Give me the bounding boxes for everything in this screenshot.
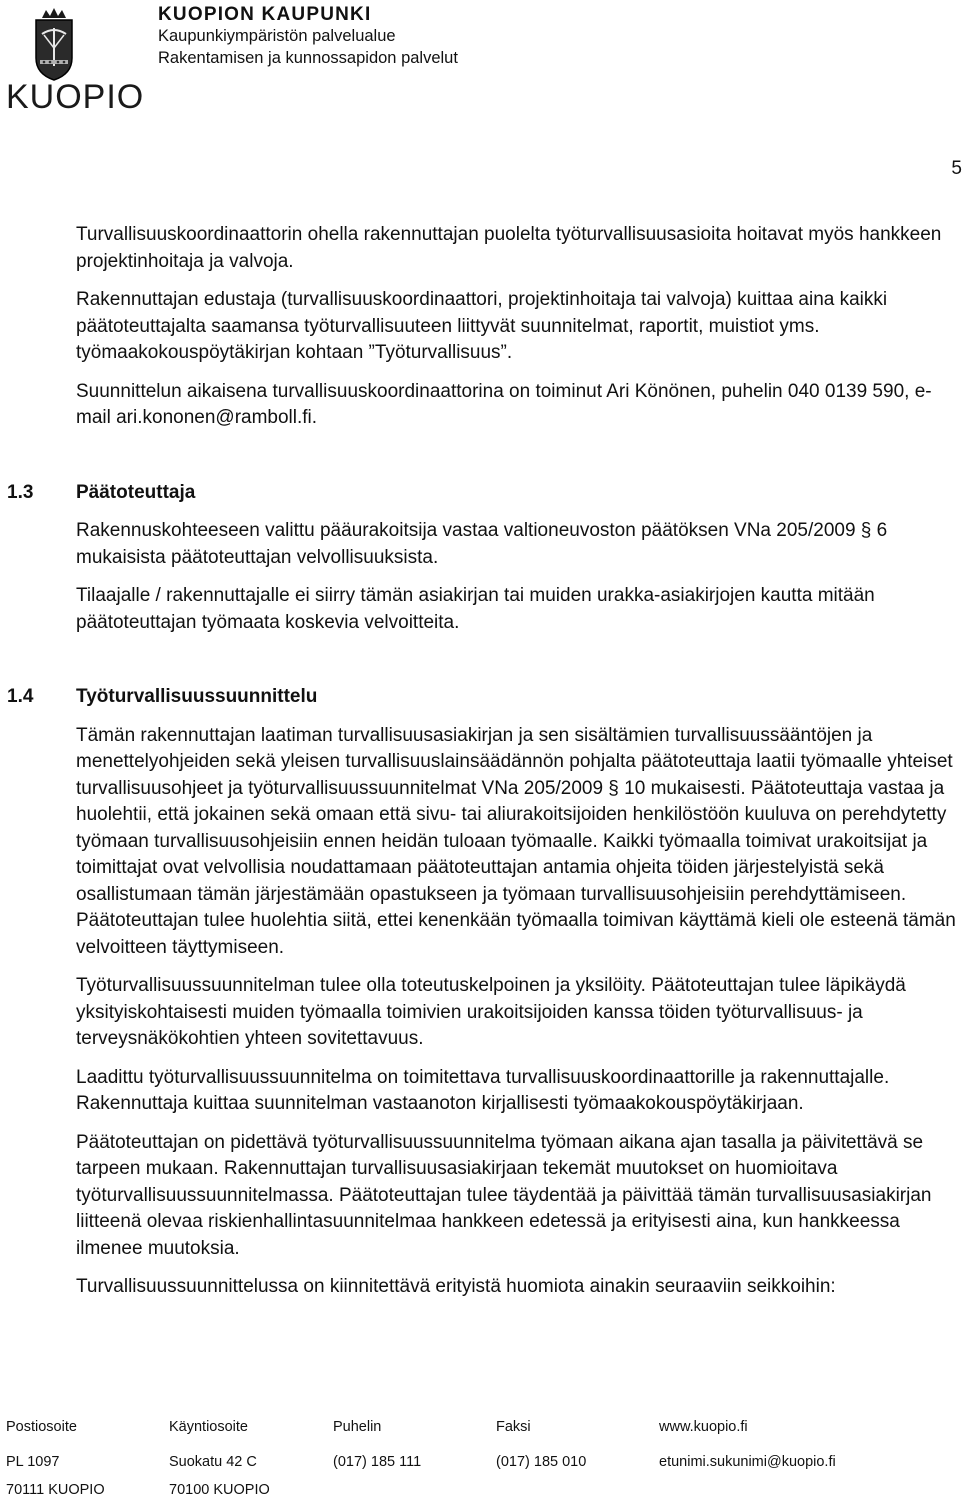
footer-label-postal: Postiosoite (6, 1419, 77, 1435)
kuopio-logo (6, 4, 145, 116)
intro-paragraph: Rakennuttajan edustaja (turvallisuuskoordinaattori, projektinhoitaja tai valvoja) kuittaa aina kaikki päätoteuttajalta saamansa työturvallisuuteen liittyvät suunnitelmat, raportit, muistiot yms. työmaakokouspöytäkirjan kohtaan ”Työturvallisuus”. (76, 289, 888, 363)
footer-email-link[interactable]: etunimi.sukunimi@kuopio.fi (659, 1454, 836, 1470)
section-paragraph: Työturvallisuussuunnitelman tulee olla toteutuskelpoinen ja yksilöity. Päätoteuttajan tulee läpikäydä yksityiskohtaisesti muiden työmaalla toimivien urakoitsijoiden kanssa töiden työturvallisuus- ja terveysnäkökohtien yhteen sovitettavuus. (76, 975, 906, 1049)
footer-phone-number: (017) 185 111 (333, 1454, 422, 1470)
section-heading-1-4 (7, 684, 958, 711)
footer-fax-number: (017) 185 010 (496, 1454, 587, 1470)
logo-wordmark: KUOPIO (6, 78, 145, 116)
page-number: 5 (951, 158, 962, 179)
section-number: 1.4 (7, 686, 34, 707)
section-paragraph: Rakennuskohteeseen valittu pääurakoitsija vastaa valtioneuvoston päätöksen VNa 205/2009 § 6 mukaisista päätoteuttajan velvollisuuksista. (76, 520, 888, 568)
footer-website-link[interactable]: www.kuopio.fi (659, 1419, 748, 1435)
section-title: Työturvallisuussuunnittelu (76, 686, 318, 707)
department-name: Kaupunkiympäristön palvelualue (158, 27, 396, 45)
section-paragraph: Laadittu työturvallisuussuunnitelma on toimitettava turvallisuuskoordinaattorille ja rakennuttajalle. Rakennuttaja kuittaa suunnitelman vastaanoton kirjallisesti työmaakokouspöytäkirjaan. (76, 1066, 890, 1114)
section-title: Päätoteuttaja (76, 481, 196, 503)
footer-label-fax: Faksi (496, 1419, 531, 1435)
footer-label-visit: Käyntiosoite (169, 1419, 248, 1435)
section-paragraph: Turvallisuussuunnittelussa on kiinnitettävä erityistä huomiota ainakin seuraaviin seikkoihin: (76, 1276, 836, 1297)
section-heading-1-3 (7, 480, 958, 507)
section-paragraph: Tämän rakennuttajan laatiman turvallisuusasiakirjan ja sen sisältämien turvallisuussääntöjen ja menettelyohjeiden sekä yleisen turvallisuuslainsäädännön pohjalta päätoteuttaja laatii työmaalle yhteiset turvallisuusohjeet ja työturvallisuussuunnitelmat VNa 205/2009 § 10 mukaisesti. Päätoteuttaja vastaa ja huolehtii, että jokainen sekä omaan että sivu- tai aliurakoitsijoiden henkilöstöön kuuluva on perehdytetty työmaan turvallisuusohjeisiin ennen heidän tuloaan työmaalle. Kaikki työmaalla toimivat urakoitsijat ja toimittajat ovat velvollisia noudattamaan päätoteuttajan antamia ohjeita töiden järjestelyistä sekä osallistumaan tämän järjestämään opastukseen ja työmaan turvallisuusohjeisiin perehdyttämiseen. Päätoteuttajan tulee huolehtia siitä, ettei kenenkään työmaalla toimivan käyttämä kieli ole esteenä tämän velvoitteen täyttymiseen. (76, 724, 956, 958)
document-body (7, 222, 958, 1313)
section-paragraph: Tilaajalle / rakennuttajalle ei siirry tämän asiakirjan tai muiden urakka-asiakirjojen kautta mitään päätoteuttajan työmaata koskevia velvoitteita. (76, 585, 875, 633)
footer-label-phone: Puhelin (333, 1419, 382, 1435)
footer-postal-code: 70111 KUOPIO (6, 1482, 105, 1498)
section-paragraph: Päätoteuttajan on pidettävä työturvallisuussuunnitelma työmaan aikana ajan tasalla ja päivitettävä se tarpeen mukaan. Rakennuttajan turvallisuusasiakirjaan tekemät muutokset on huomioitava työturvallisuussuunnitelmassa. Päätoteuttajan tulee täydentää ja päivittää tämän turvallisuusasiakirjan liitteenä olevaa riskienhallintasuunnitelmaa hankkeen edetessä ja erityisesti aina, kun hankkeessa ilmenee muutoksia. (76, 1131, 932, 1259)
footer-street-address: Suokatu 42 C (169, 1454, 257, 1470)
section-number: 1.3 (7, 481, 34, 503)
intro-paragraph: Suunnittelun aikaisena turvallisuuskoordinaattorina on toiminut Ari Könönen, puhelin 040 0139 590, e-mail ari.kononen@ramboll.fi. (76, 380, 932, 428)
footer-visit-postal-code: 70100 KUOPIO (169, 1482, 270, 1498)
footer-po-box: PL 1097 (6, 1454, 60, 1470)
unit-name: Rakentamisen ja kunnossapidon palvelut (158, 49, 458, 67)
organization-name: KUOPION KAUPUNKI (158, 4, 372, 25)
intro-paragraph: Turvallisuuskoordinaattorin ohella rakennuttajan puolelta työturvallisuusasioita hoitavat myös hankkeen projektinhoitaja ja valvoja. (76, 224, 942, 272)
